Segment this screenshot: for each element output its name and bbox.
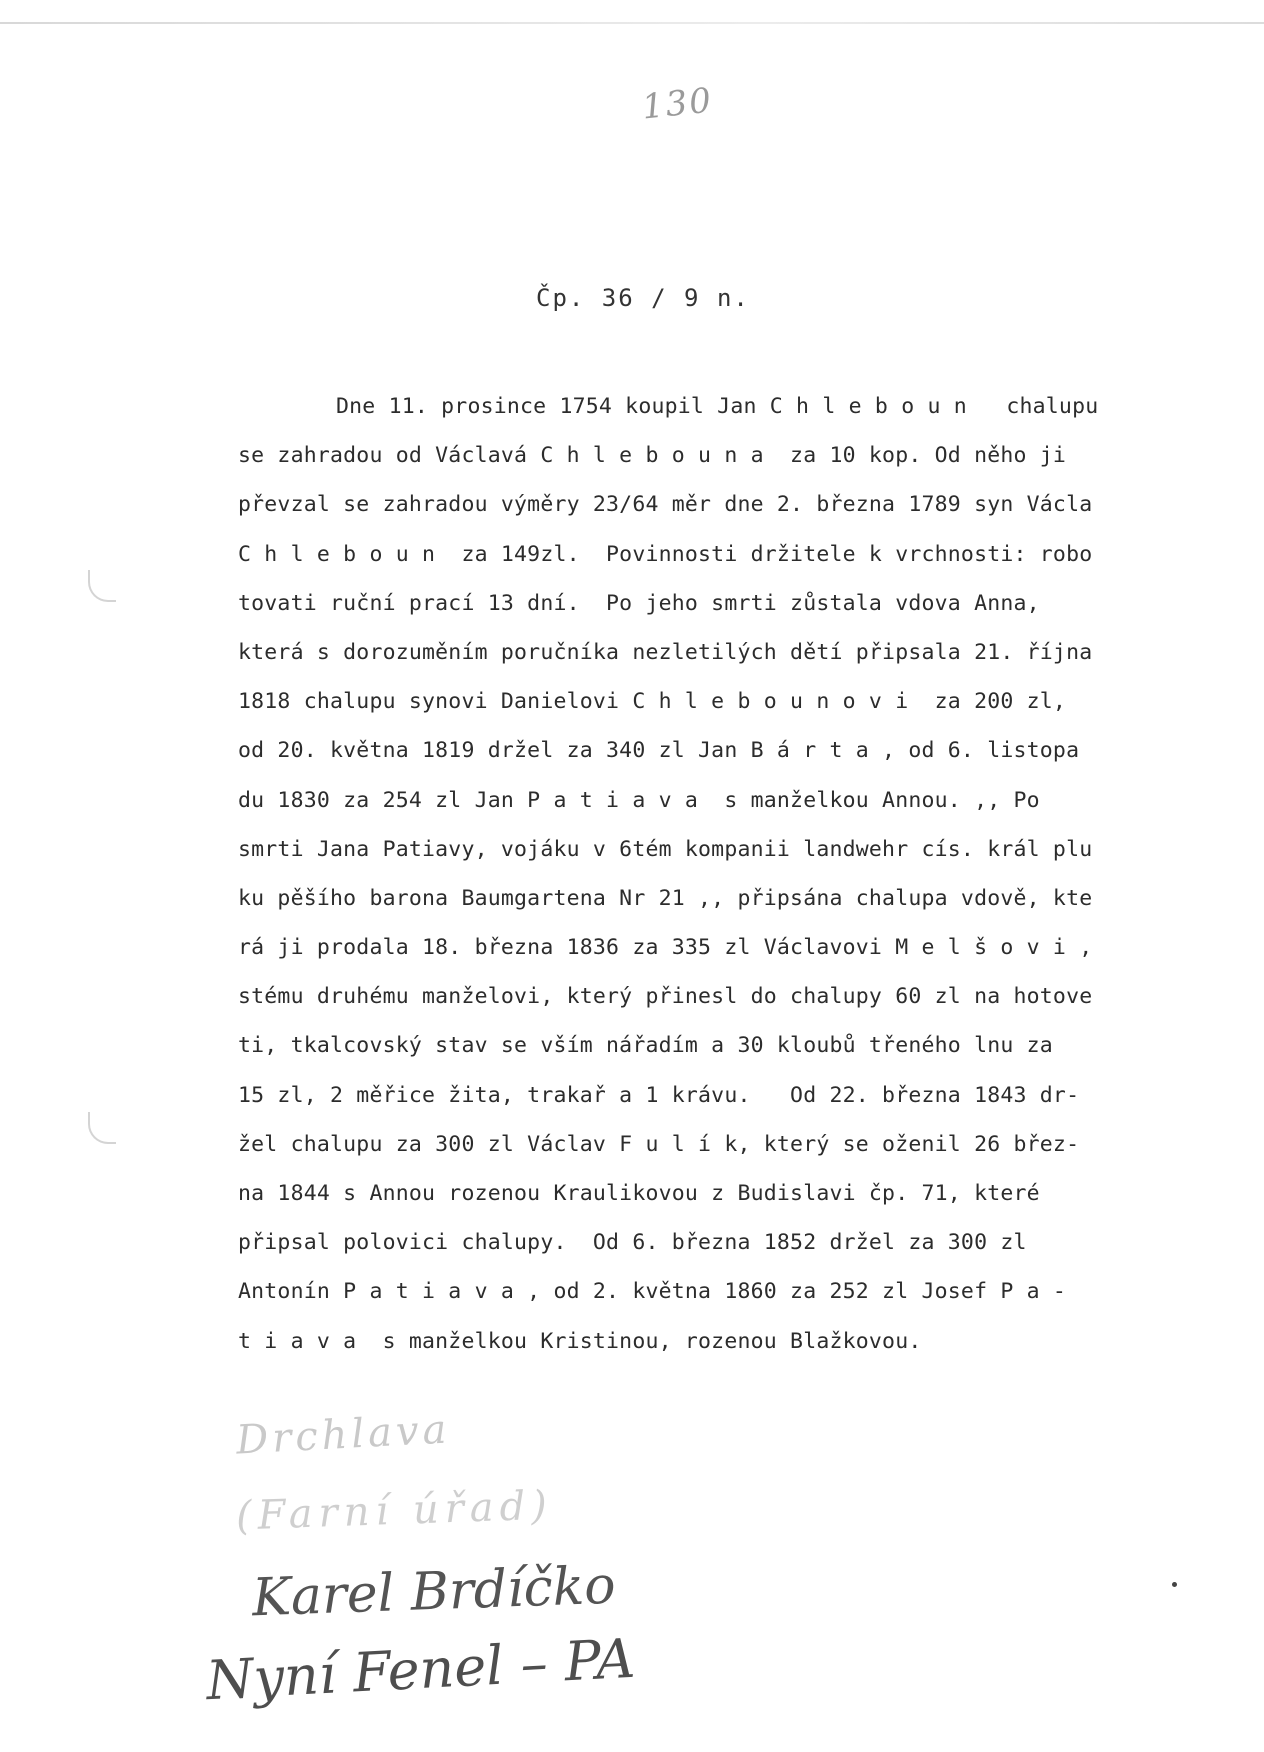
text-line: stému druhému manželovi, který přinesl do chalupy 60 zl na hotove: [238, 984, 1093, 1010]
text-line: od 20. května 1819 držel za 340 zl Jan B á r t a , od 6. listopa: [238, 738, 1080, 764]
scan-edge: [0, 22, 1264, 24]
text-line: 1818 chalupu synovi Danielovi C h l e b o u n o v i za 200 zl,: [238, 689, 1067, 715]
text-line: smrti Jana Patiavy, vojáku v 6tém kompanii landwehr cís. král plu: [238, 836, 1093, 862]
text-line: tovati ruční prací 13 dní. Po jeho smrti zůstala vdova Anna,: [238, 590, 1040, 616]
text-line: která s dorozuměním poručníka nezletilých dětí připsala 21. října: [238, 639, 1093, 665]
handwritten-note: Nyní Fenel – PA: [204, 1626, 637, 1713]
text-line: Dne 11. prosince 1754 koupil Jan C h l e b o u n chalupu: [336, 394, 1099, 419]
ink-dot: [1172, 1582, 1177, 1587]
punch-hole-mark: [88, 1112, 116, 1144]
handwritten-name: Karel Brdíčko: [251, 1555, 617, 1629]
body-text: [238, 382, 1222, 1366]
text-line: převzal se zahradou výměry 23/64 měr dne 2. března 1789 syn Václa: [238, 492, 1093, 518]
text-line: Antonín P a t i a v a , od 2. května 1860 za 252 zl Josef P a -: [238, 1279, 1067, 1305]
handwritten-note-faded: Drchlava: [234, 1406, 452, 1464]
text-line: žel chalupu za 300 zl Václav F u l í k, který se oženil 26 břez-: [238, 1131, 1080, 1157]
handwritten-note-faded: (Farní úřad): [235, 1482, 554, 1540]
text-line: C h l e b o u n za 149zl. Povinnosti držitele k vrchnosti: robo: [238, 541, 1093, 567]
text-line: ku pěšího barona Baumgartena Nr 21 ,, připsána chalupa vdově, kte: [238, 885, 1093, 911]
page-number: 130: [640, 80, 715, 128]
text-line: 15 zl, 2 měřice žita, trakař a 1 krávu. Od 22. března 1843 dr-: [238, 1082, 1080, 1108]
text-line: du 1830 za 254 zl Jan P a t i a v a s manželkou Annou. ,, Po: [238, 787, 1040, 813]
text-line: t i a v a s manželkou Kristinou, rozenou Blažkovou.: [238, 1328, 922, 1354]
text-line: se zahradou od Václavá C h l e b o u n a za 10 kop. Od něho ji: [238, 443, 1067, 469]
text-line: ti, tkalcovský stav se vším nářadím a 30 kloubů třeného lnu za: [238, 1033, 1053, 1059]
document-heading: Čp. 36 / 9 n.: [536, 284, 750, 312]
text-line: rá ji prodala 18. března 1836 za 335 zl Václavovi M e l š o v i ,: [238, 935, 1093, 961]
punch-hole-mark: [88, 570, 116, 602]
text-line: na 1844 s Annou rozenou Kraulikovou z Budislavi čp. 71, které: [238, 1181, 1040, 1206]
text-line: připsal polovici chalupy. Od 6. března 1852 držel za 300 zl: [238, 1230, 1027, 1256]
